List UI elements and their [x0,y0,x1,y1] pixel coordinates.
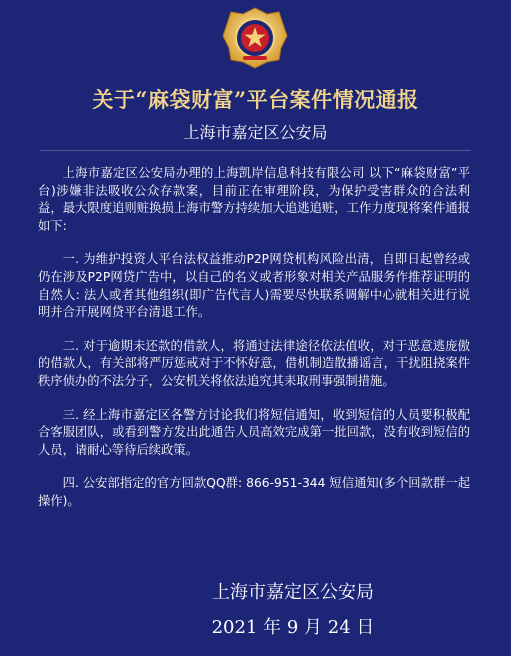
notice-body [38,165,470,527]
police-emblem-icon [221,6,289,70]
notice-title: 关于“麻袋财富”平台案件情况通报 [92,87,419,112]
item-paragraph-4: 四. 公安部指定的官方回款QQ群: 866-951-344 短信通知(多个回款群一起操作)。 [38,476,470,508]
signature-date: 2021 年 9 月 24 日 [211,617,375,638]
notice-subtitle: 上海市嘉定区公安局 [183,123,328,142]
signature-org: 上海市嘉定区公安局 [212,582,374,603]
item-paragraph-1: 一. 为维护投资人平台法权益推动P2P网贷机构风险出清，自即日起曾经或仍在涉及P2P网贷广告中，以自己的名义或者形象对相关产品服务作推荐证明的自然人: 法人或者其他组织(即广告代言人)需要尽快联系调解中心就相关进行说明并合开展网贷平台清退工作。 [38,252,470,320]
intro-paragraph: 上海市嘉定区公安局办理的上海凯岸信息科技有限公司 以下“麻袋财富”平台)涉嫌非法吸收公众存款案，目前正在审理阶段，为保护受害群众的合法利益，最大限度追则赃换损上海市警方持续加大追逃追赃，工作力度现将案件通报如下: [38,166,470,233]
header-emblem-area [0,6,511,72]
header-divider [40,150,471,151]
item-paragraph-2: 二. 对于逾期未还款的借款人，将通过法律途径依法值收，对于恶意逃庞傲的借款人，有关部将严厉惩戒对于不怀好意，借机制造散播谣言，干扰阻挠案件秩序侦办的不法分子，公安机关将依法追究其耒取刑事强制措施。 [38,338,470,388]
item-paragraph-3: 三. 经上海市嘉定区各警方讨论我们将短信通知，收到短信的人员要积极配合客服团队，或看到警方发出此通告人员高效完成第一批回款，没有收到短信的人员，请耐心等待后续政策。 [38,407,470,457]
